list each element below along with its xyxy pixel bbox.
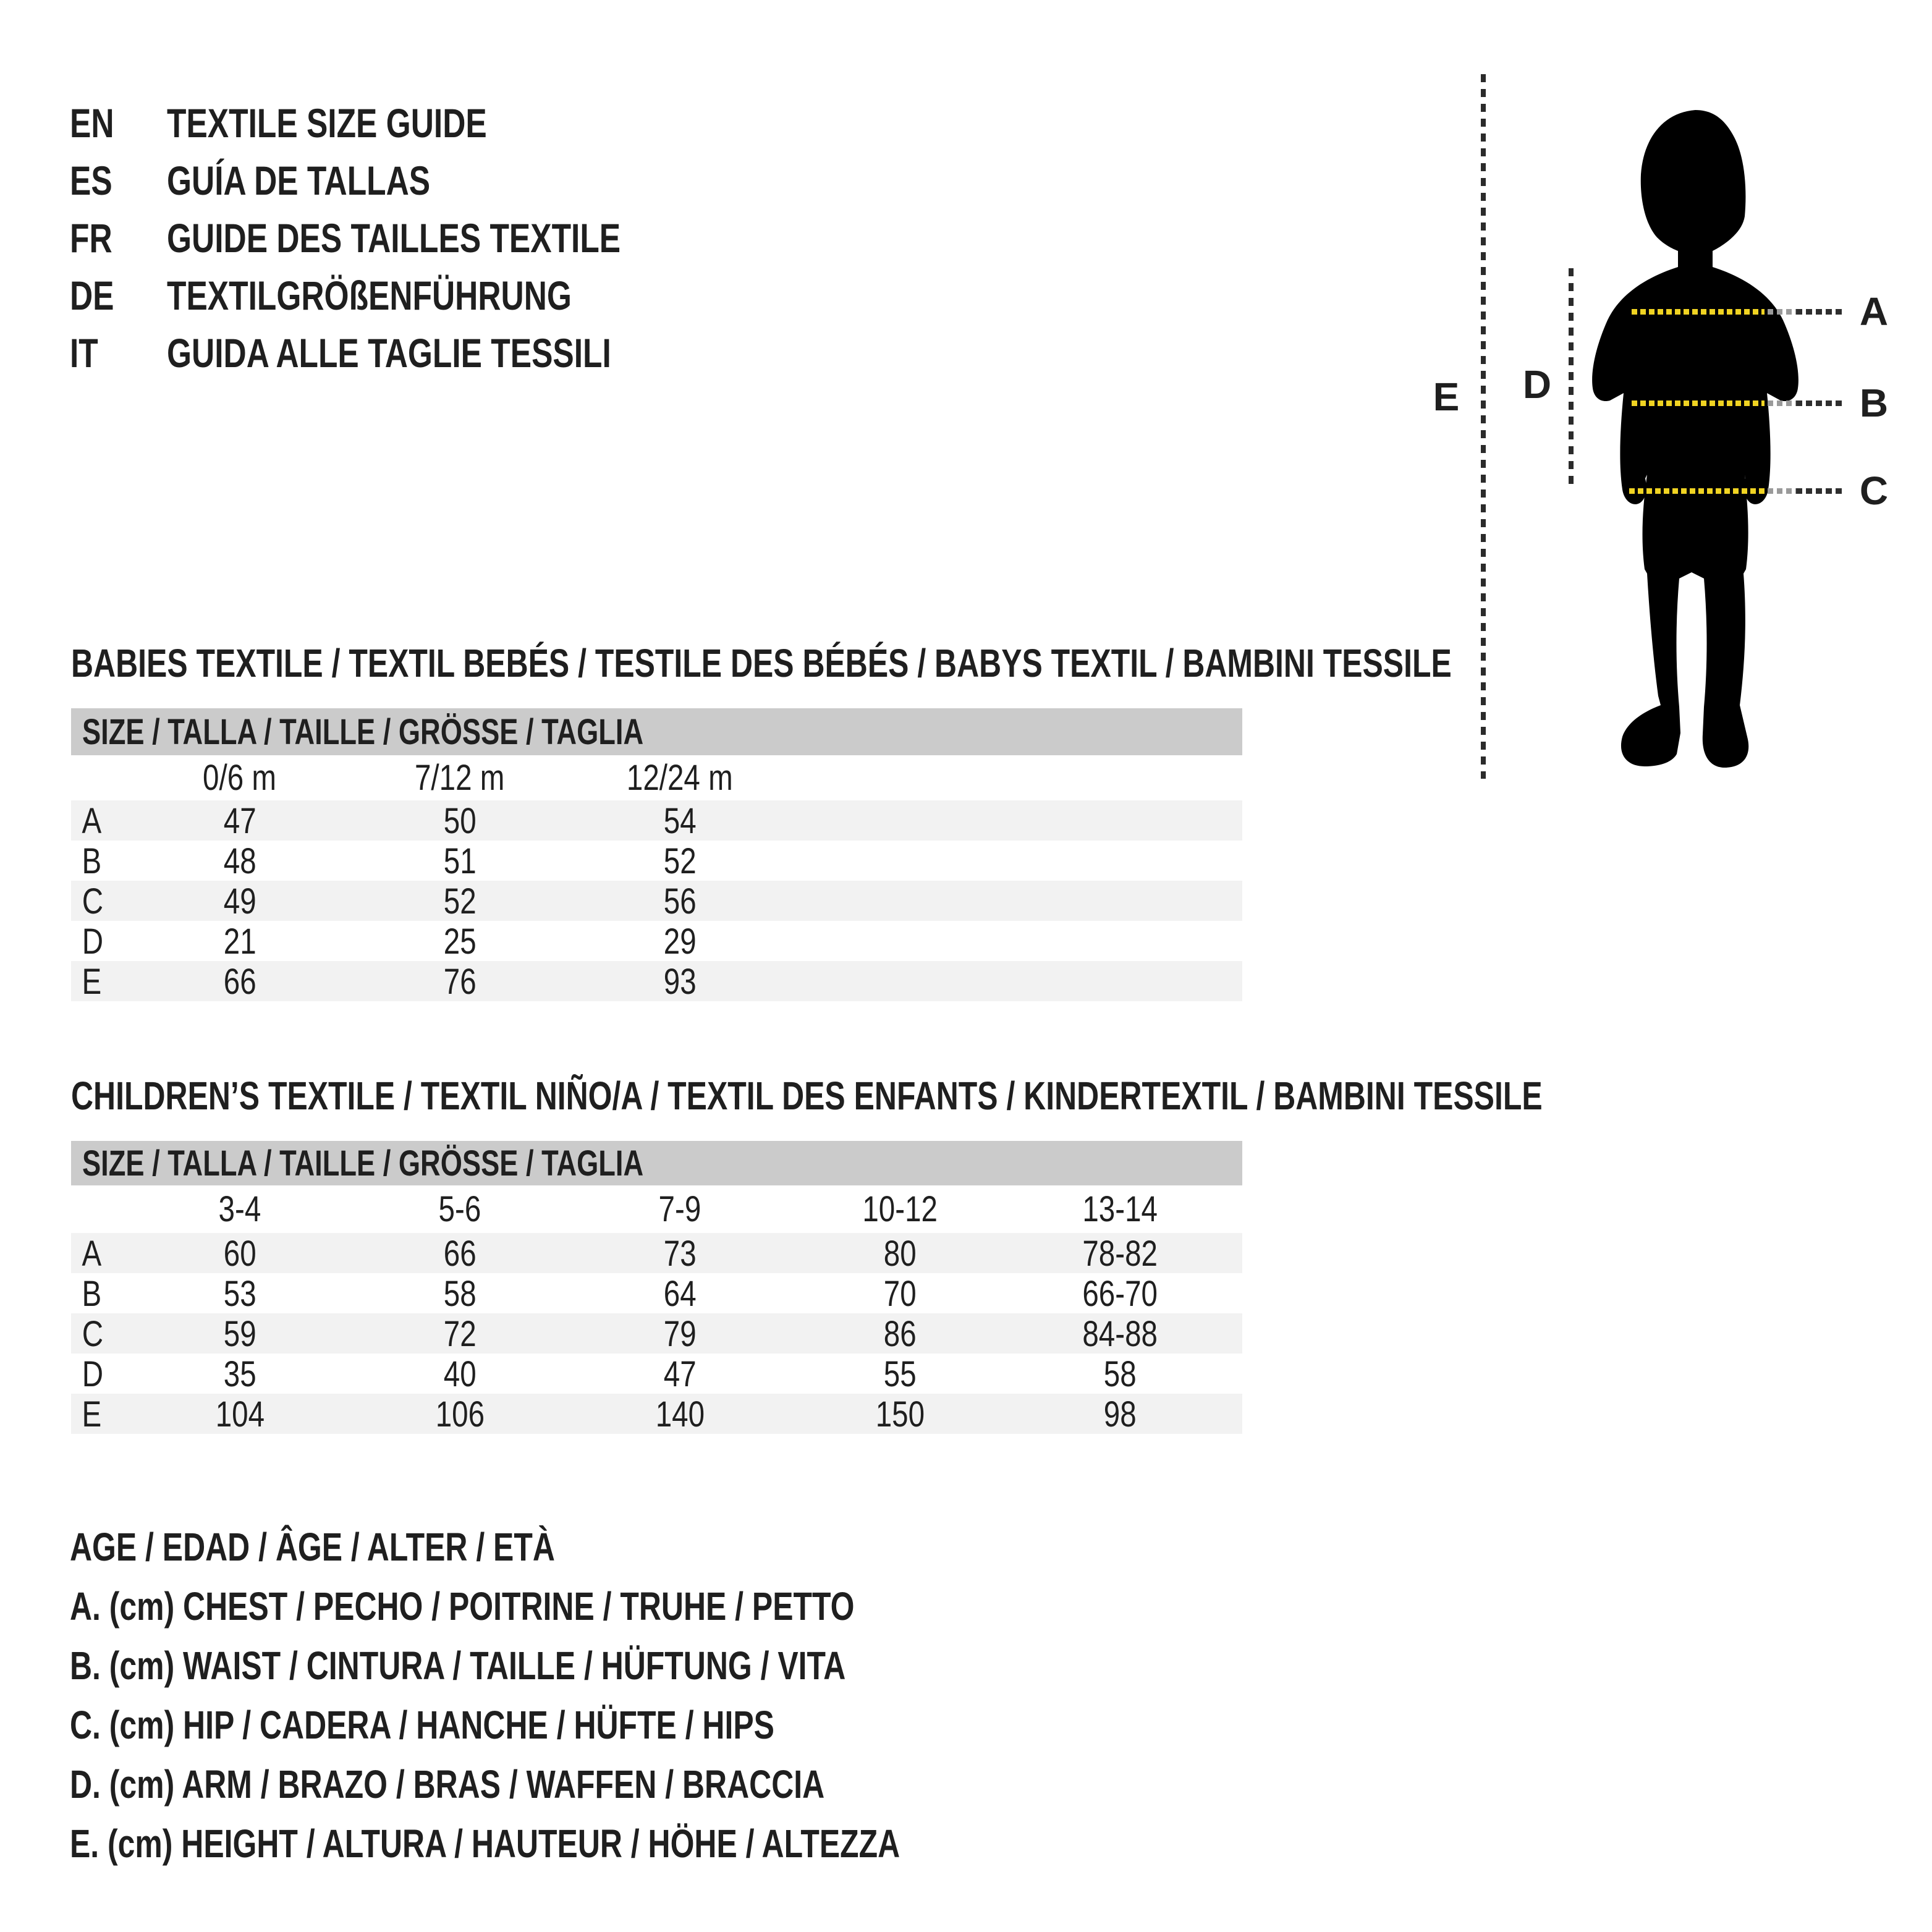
children-size-table [71, 1141, 1242, 1434]
lang-row-de [70, 266, 748, 324]
children-row-a: A 60 66 73 80 78-82 [71, 1233, 1242, 1273]
lang-row-en [70, 94, 748, 151]
waist-b-yellow-dashes [1632, 400, 1765, 406]
measurement-legend [70, 1517, 1134, 1873]
children-col-3-4: 3-4 [218, 1189, 261, 1229]
children-section-heading: CHILDREN’S TEXTILE / TEXTIL NIÑO/A / TEXTIL DES ENFANTS / KINDERTEXTIL / BAMBINI TESSILE [71, 1074, 1543, 1118]
lang-row-es [70, 151, 748, 209]
waist-b-gray-dashes [1796, 400, 1843, 406]
babies-col-0-6m: 0/6 m [203, 758, 277, 798]
lang-code-es: ES [70, 157, 112, 203]
children-size-header-bar: SIZE / TALLA / TAILLE / GRÖSSE / TAGLIA [71, 1141, 1242, 1185]
waist-b-gray-dashes-light [1768, 400, 1796, 406]
measure-label-a: A [1859, 289, 1889, 334]
hip-c-gray-dashes-light [1768, 488, 1796, 494]
lang-row-it [70, 324, 748, 381]
children-col-13-14: 13-14 [1082, 1189, 1158, 1229]
legend-waist: B. (cm) WAIST / CINTURA / TAILLE / HÜFTUNG / VITA [70, 1643, 846, 1688]
legend-arm: D. (cm) ARM / BRAZO / BRAS / WAFFEN / BRACCIA [70, 1762, 825, 1807]
chest-a-yellow-dashes [1632, 309, 1765, 315]
chest-a-gray-dashes [1796, 309, 1843, 315]
legend-hip: C. (cm) HIP / CADERA / HANCHE / HÜFTE / HIPS [70, 1703, 774, 1747]
language-title-list [70, 94, 748, 381]
measure-label-d: D [1522, 362, 1552, 407]
lang-title-en: TEXTILE SIZE GUIDE [167, 100, 487, 146]
children-column-headers [71, 1185, 1242, 1233]
hip-c-gray-dashes [1796, 488, 1843, 494]
measure-label-e: E [1433, 375, 1460, 419]
babies-row-d: D 21 25 29 [82, 922, 697, 962]
legend-height: E. (cm) HEIGHT / ALTURA / HAUTEUR / HÖHE / ALTEZZA [70, 1821, 900, 1866]
babies-row-a: A 47 50 54 [71, 800, 1242, 841]
babies-row-b: B 48 51 52 [82, 841, 697, 881]
babies-size-header-bar: SIZE / TALLA / TAILLE / GRÖSSE / TAGLIA [71, 708, 1242, 755]
lang-title-fr: GUIDE DES TAILLES TEXTILE [167, 214, 621, 261]
babies-section-heading: BABIES TEXTILE / TEXTIL BEBÉS / TESTILE DES BÉBÉS / BABYS TEXTIL / BAMBINI TESSILE [71, 641, 1452, 685]
children-col-5-6: 5-6 [438, 1189, 481, 1229]
babies-size-table [71, 708, 1242, 1001]
children-row-b: B 53 58 64 70 66-70 [82, 1274, 1158, 1314]
children-row-c: C 59 72 79 86 84-88 [71, 1313, 1242, 1354]
chest-a-gray-dashes-light [1768, 309, 1796, 315]
legend-chest: A. (cm) CHEST / PECHO / POITRINE / TRUHE / PETTO [70, 1584, 855, 1629]
lang-row-fr [70, 209, 748, 266]
lang-code-fr: FR [70, 214, 112, 261]
children-row-d: D 35 40 47 55 58 [82, 1354, 1137, 1394]
arm-d-dashed-line [1569, 268, 1574, 486]
babies-col-7-12m: 7/12 m [415, 758, 505, 798]
children-col-7-9: 7-9 [658, 1189, 701, 1229]
babies-col-12-24m: 12/24 m [627, 758, 733, 798]
babies-column-headers [71, 755, 1242, 800]
lang-title-de: TEXTILGRÖßENFÜHRUNG [167, 272, 572, 318]
lang-title-es: GUÍA DE TALLAS [167, 157, 431, 203]
lang-code-de: DE [70, 272, 114, 318]
lang-code-it: IT [70, 329, 98, 376]
children-row-e: E 104 106 140 150 98 [71, 1394, 1242, 1434]
lang-code-en: EN [70, 100, 114, 146]
lang-title-it: GUIDA ALLE TAGLIE TESSILI [167, 329, 611, 376]
children-col-10-12: 10-12 [862, 1189, 938, 1229]
babies-row-c: C 49 52 56 [71, 881, 1242, 921]
legend-age: AGE / EDAD / ÂGE / ALTER / ETÀ [70, 1525, 555, 1569]
hip-c-yellow-dashes [1629, 488, 1765, 494]
babies-row-e: E 66 76 93 [71, 961, 1242, 1001]
measure-label-b: B [1859, 381, 1889, 425]
measure-label-c: C [1859, 468, 1889, 513]
